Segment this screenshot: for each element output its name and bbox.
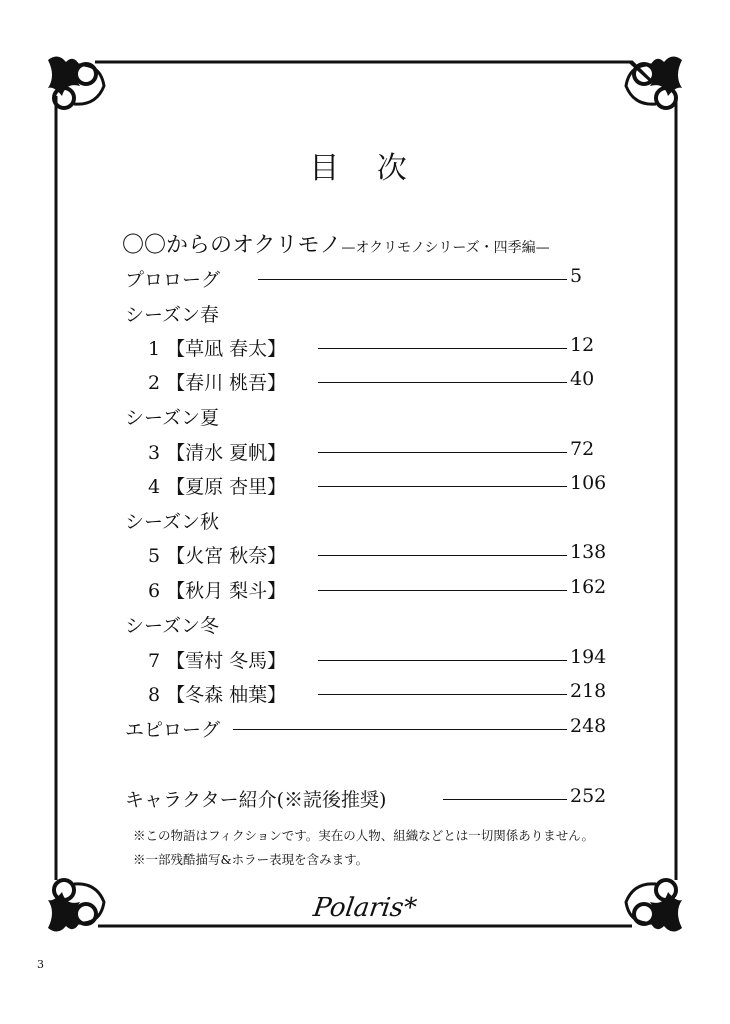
entry-label: 6 【秋月 梨斗】 [148, 580, 287, 602]
section-label: シーズン秋 [125, 511, 220, 533]
leader-line [318, 348, 567, 349]
toc-section-spring [0, 300, 730, 330]
entry-label: プロローグ [125, 269, 221, 291]
author-signature: Polaris* [311, 893, 419, 923]
entry-page: 138 [570, 541, 607, 563]
entry-page: 248 [570, 715, 607, 737]
entry-label: 7 【雪村 冬馬】 [148, 650, 287, 672]
toc-entry-characters [0, 785, 730, 815]
entry-label: 1 【草凪 春太】 [148, 338, 287, 360]
section-label: シーズン夏 [125, 407, 220, 429]
entry-page: 40 [570, 368, 595, 390]
entry-page: 162 [570, 576, 607, 598]
entry-page: 194 [570, 646, 607, 668]
section-label: シーズン春 [125, 304, 220, 326]
entry-label: エピローグ [125, 719, 221, 741]
entry-page: 72 [570, 438, 595, 460]
leader-line [318, 590, 567, 591]
entry-label: 5 【火宮 秋奈】 [148, 545, 287, 567]
page-title: 目 次 [309, 151, 421, 186]
toc-entry [0, 334, 730, 364]
toc-entry [0, 646, 730, 676]
entry-page: 12 [570, 334, 595, 356]
leader-line [258, 279, 567, 280]
entry-page: 252 [570, 785, 607, 807]
leader-line [318, 486, 567, 487]
disclaimer-note: ※この物語はフィクションです。実在の人物、組織などとは一切関係ありません。 [133, 828, 595, 843]
toc-section-summer [0, 403, 730, 433]
toc-entry-prologue [0, 265, 730, 295]
toc-entry [0, 472, 730, 502]
toc-entry [0, 680, 730, 710]
toc-section-winter [0, 611, 730, 641]
toc-entry [0, 438, 730, 468]
entry-page: 218 [570, 680, 607, 702]
entry-page: 5 [570, 265, 583, 287]
leader-line [318, 452, 567, 453]
leader-line [443, 799, 567, 800]
toc-entry [0, 541, 730, 571]
page-number: 3 [37, 958, 44, 971]
leader-line [318, 694, 567, 695]
toc-entry-epilogue [0, 715, 730, 745]
entry-label: 8 【冬森 柚葉】 [148, 684, 287, 706]
leader-line [318, 660, 567, 661]
entry-label: 4 【夏原 杏里】 [148, 476, 287, 498]
book-title [122, 228, 550, 259]
leader-line [233, 729, 567, 730]
book-subtitle: —オクリモノシリーズ・四季編— [341, 240, 550, 256]
leader-line [318, 382, 567, 383]
entry-label: 3 【清水 夏帆】 [148, 442, 287, 464]
leader-line [318, 555, 567, 556]
book-title-main: 〇〇からのオクリモノ [122, 233, 342, 258]
toc-entry [0, 368, 730, 398]
entry-page: 106 [570, 472, 607, 494]
toc-entry [0, 576, 730, 606]
toc-section-autumn [0, 507, 730, 537]
entry-label: 2 【春川 桃吾】 [148, 372, 287, 394]
entry-label: キャラクター紹介(※読後推奨) [125, 789, 387, 811]
section-label: シーズン冬 [125, 615, 220, 637]
content-warning-note: ※一部残酷描写&ホラー表現を含みます。 [133, 852, 369, 867]
